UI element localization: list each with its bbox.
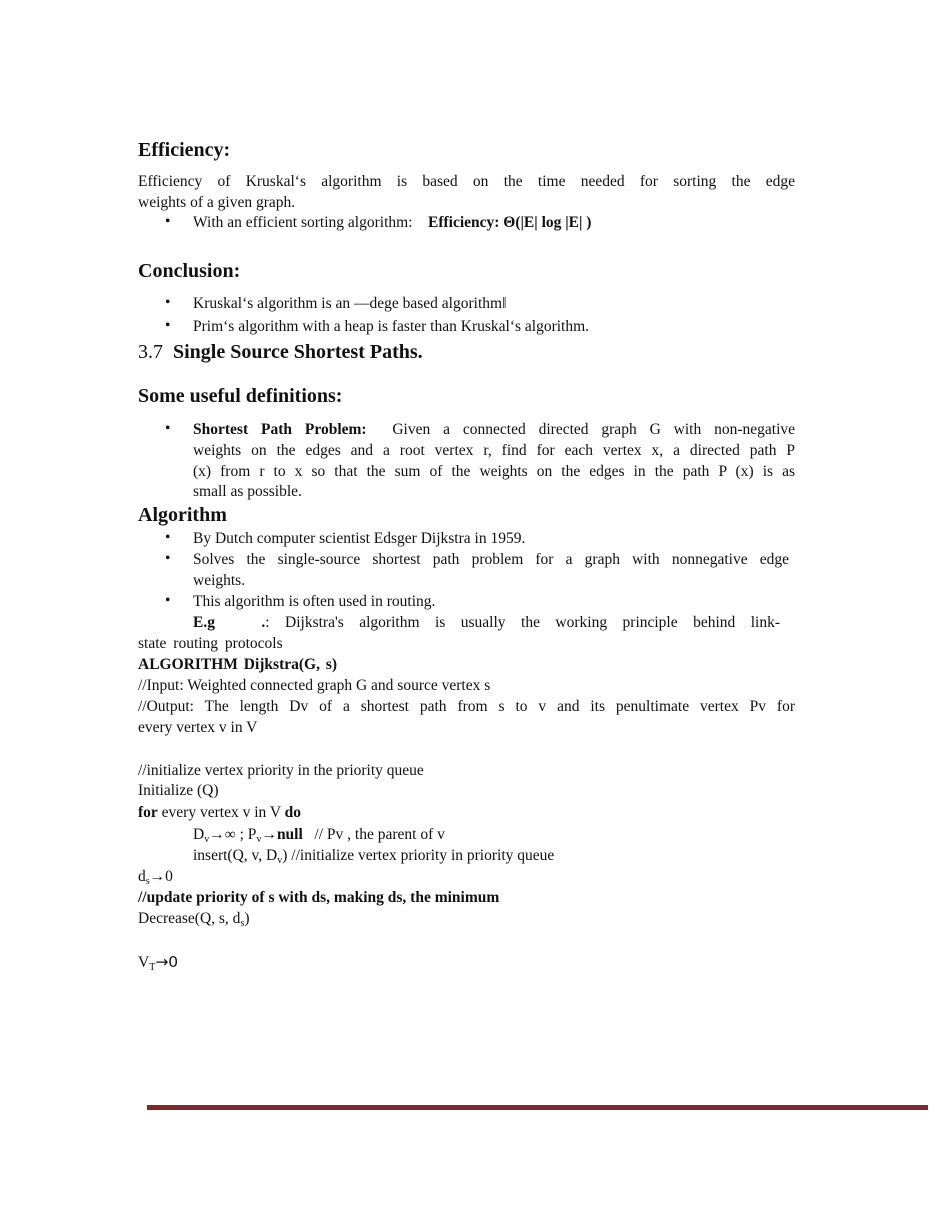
pseudocode-update-comment: //update priority of s with ds, making ds, the minimum xyxy=(138,889,500,906)
pseudocode-for-line: for every vertex v in V do xyxy=(138,804,302,821)
pseudocode-ds-line: $d_s\to 0$ xyxy=(138,868,173,887)
conclusion-bullet-text: Kruskal‘s algorithm is an ―dege based algorithm‖ xyxy=(193,295,507,312)
bullet-marker: • xyxy=(165,592,171,609)
pseudocode-initialize: Initialize (Q) xyxy=(138,782,219,799)
pseudocode-dv-line: $D_v\to\infty$ ; $P_v\to null // Pv$ , the parent of v xyxy=(193,826,445,845)
efficiency-bullet xyxy=(138,213,795,234)
pseudocode-input: //Input: Weighted connected graph G and source vertex s xyxy=(138,677,491,694)
definitions-heading: Some useful definitions: xyxy=(138,385,343,407)
efficiency-heading: Efficiency: xyxy=(138,139,231,161)
definition-line4: small as possible. xyxy=(193,483,302,501)
bullet-marker: • xyxy=(165,529,171,546)
efficiency-bullet-text: With an efficient sorting algorithm: xyxy=(193,214,413,231)
bullet-marker: • xyxy=(165,294,171,311)
definition-bullet xyxy=(138,420,795,504)
conclusion-bullet xyxy=(138,294,795,315)
algorithm-bullet-text: weights. xyxy=(193,571,246,589)
algorithm-bullet-text: Solves the single-source shortest path problem for a graph with nonnegative edge xyxy=(193,551,789,568)
bullet-marker: • xyxy=(165,317,171,334)
pseudocode-output-line1: //Output: The length Dv of a shortest path from s to v and its penultimate vertex Pv for xyxy=(138,698,795,715)
pseudocode-vt-line: $V_T\to 0$ xyxy=(138,953,179,973)
efficiency-paragraph-line1: Efficiency of Kruskal‘s algorithm is based on the time needed for sorting the edge xyxy=(138,173,795,190)
pseudocode-decrease-line: Decrease(Q, s, $d_s$) xyxy=(138,910,250,929)
example-line2: state routing protocols xyxy=(138,635,283,652)
definition-line3: (x) from r to x so that the sum of the weights on the edges in the path P (x) is as xyxy=(193,462,795,480)
bullet-marker: • xyxy=(165,550,171,567)
conclusion-heading: Conclusion: xyxy=(138,260,241,282)
definition-term: Shortest Path Problem: xyxy=(193,421,367,438)
algorithm-heading: Algorithm xyxy=(138,504,227,526)
conclusion-bullet xyxy=(138,317,795,338)
efficiency-formula: Efficiency: Θ(|E| log |E| ) xyxy=(427,214,592,231)
algorithm-bullet-text: By Dutch computer scientist Edsger Dijkstra in 1959. xyxy=(193,530,526,547)
footer-rule xyxy=(147,1105,928,1110)
algorithm-bullet-text: This algorithm is often used in routing. xyxy=(193,593,436,610)
pseudocode-insert-line: insert(Q, v, $D_v$) //initialize vertex priority in priority queue xyxy=(193,847,555,866)
algorithm-bullet xyxy=(138,529,795,550)
pseudocode-init-comment: //initialize vertex priority in the priority queue xyxy=(138,762,424,779)
efficiency-paragraph-line2: weights of a given graph. xyxy=(138,194,296,211)
conclusion-bullet-text: Prim‘s algorithm with a heap is faster than Kruskal‘s algorithm. xyxy=(193,318,590,335)
algorithm-bullet xyxy=(138,592,795,613)
pseudocode-output-line2: every vertex v in V xyxy=(138,719,258,736)
pseudocode-title: ALGORITHM Dijkstra(G, s) xyxy=(138,656,338,673)
section-heading xyxy=(138,341,423,364)
bullet-marker: • xyxy=(165,420,171,437)
algorithm-bullet xyxy=(138,550,795,592)
bullet-marker: • xyxy=(165,213,171,230)
definition-line1: Shortest Path Problem: Given a connected directed graph G with non-negative xyxy=(193,421,796,438)
definition-line2: weights on the edges and a root vertex r, find for each vertex x, a directed path P xyxy=(193,441,795,459)
section-number: 3.7 xyxy=(138,341,163,363)
example-line1: E.g .: Dijkstra's algorithm is usually the working principle behind link- xyxy=(193,614,781,631)
section-title: Single Source Shortest Paths. xyxy=(173,341,423,363)
example-label: E.g . xyxy=(193,614,266,631)
